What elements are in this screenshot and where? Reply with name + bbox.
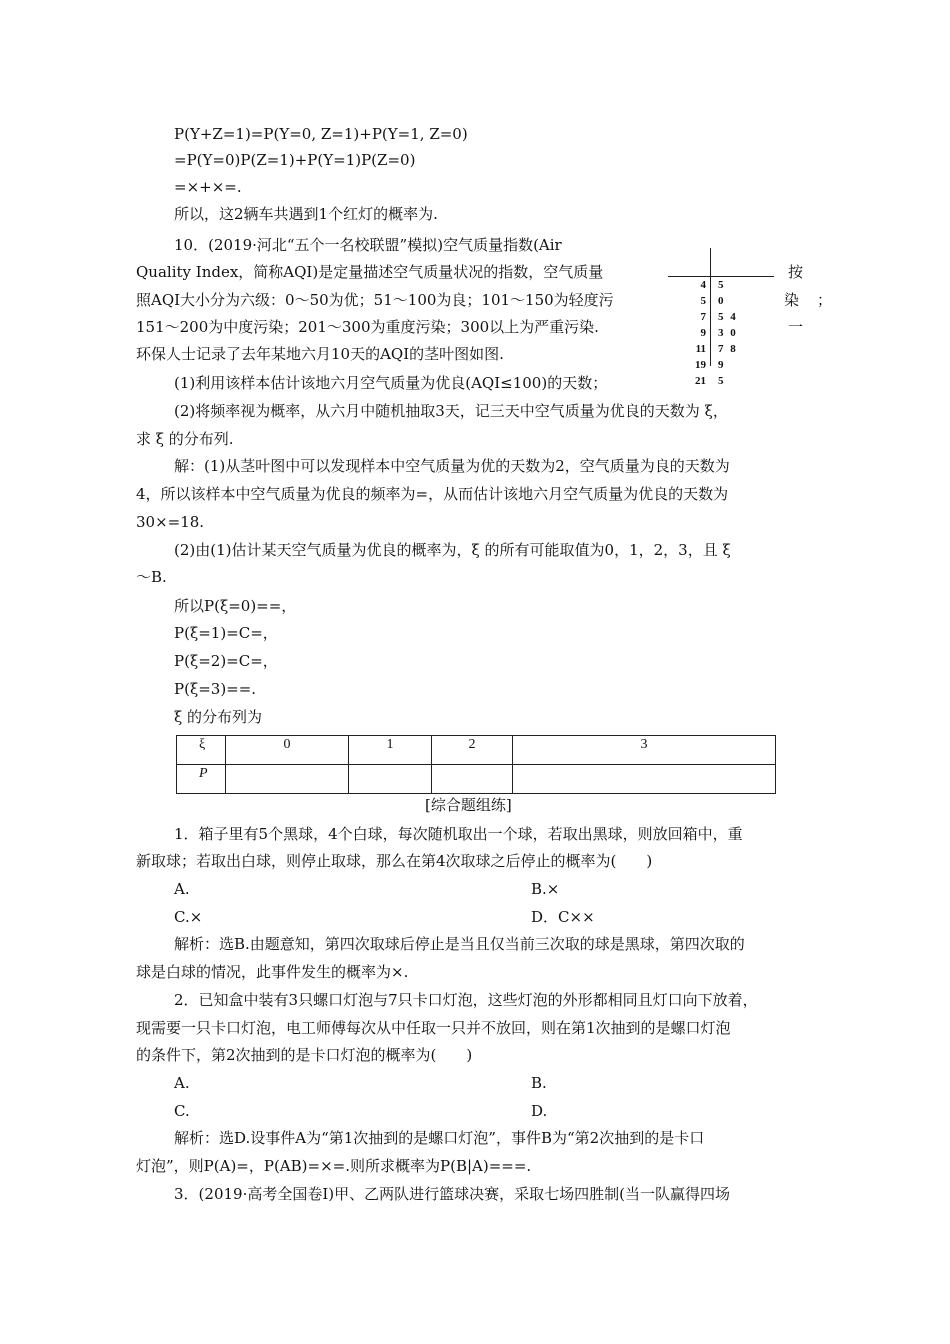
stem-leaf-row: 21 5 <box>695 375 726 387</box>
c2-option-c: C. <box>174 1102 190 1120</box>
prob-1: P(ξ=1)=C=， <box>174 624 278 642</box>
derivation-line-1: P(Y+Z=1)=P(Y=0, Z=1)+P(Y=1, Z=0) <box>174 125 468 143</box>
c2-line-2: 现需要一只卡口灯泡，电工师傅每次从中任取一只并不放回，则在第1次抽到的是螺口灯泡 <box>136 1019 731 1037</box>
stem-leaf-row: 11 7 8 <box>695 343 738 355</box>
stem-leaf-plot <box>668 248 776 387</box>
q10-line-1: 10．(2019·河北“五个一名校联盟”模拟)空气质量指数(Air <box>174 236 562 254</box>
stem-leaf-header-line <box>668 276 774 277</box>
c3-line-1: 3．(2019·高考全国卷Ⅰ)甲、乙两队进行篮球决赛，采取七场四胜制(当一队赢得四场 <box>174 1185 730 1203</box>
stem-leaf-row: 19 9 <box>695 359 726 371</box>
conclusion-line: 所以，这2辆车共遇到1个红灯的概率为. <box>174 205 438 223</box>
c1-option-d: D．C×× <box>531 908 595 926</box>
table-cell: 1 <box>349 736 432 765</box>
stem-leaf-row: 9 3 0 <box>700 327 738 339</box>
q10-part-2a: (2)将频率视为概率，从六月中随机抽取3天，记三天中空气质量为优良的天数为 ξ， <box>174 402 728 420</box>
table-cell: ξ <box>177 736 226 765</box>
table-cell: P <box>177 765 226 794</box>
table-cell <box>349 765 432 794</box>
table-cell: 0 <box>226 736 349 765</box>
section-heading: [综合题组练] <box>425 796 512 814</box>
solution-2b: ～B. <box>136 568 167 586</box>
solution-1a: 解：(1)从茎叶图中可以发现样本中空气质量为优的天数为2，空气质量为良的天数为 <box>174 457 730 475</box>
derivation-line-2: =P(Y=0)P(Z=1)+P(Y=1)P(Z=0) <box>174 151 416 169</box>
c1-line-1: 1．箱子里有5个黑球，4个白球，每次随机取出一个球，若取出黑球，则放回箱中，重 <box>174 825 743 843</box>
stem-leaf-row: 7 5 4 <box>700 311 738 323</box>
c2-line-1: 2．已知盒中装有3只螺口灯泡与7只卡口灯泡，这些灯泡的外形都相同且灯口向下放着， <box>174 991 758 1009</box>
c1-option-c: C.× <box>174 908 203 926</box>
c1-option-b: B.× <box>531 880 560 898</box>
c1-option-a: A. <box>174 880 190 898</box>
q10-line-4: 151～200为中度污染；201～300为重度污染；300以上为严重污染. <box>136 318 599 336</box>
prob-3: P(ξ=3)==. <box>174 680 257 698</box>
c2-solution-2: 灯泡”，则P(A)=，P(AB)=×=.则所求概率为P(B|A)===. <box>136 1157 532 1175</box>
table-row <box>177 736 776 765</box>
solution-1b: 4，所以该样本中空气质量为优良的频率为=，从而估计该地六月空气质量为优良的天数为 <box>136 485 729 503</box>
c2-option-b: B. <box>531 1074 547 1092</box>
distribution-table <box>176 735 776 794</box>
table-cell: 3 <box>513 736 776 765</box>
table-cell: 2 <box>432 736 513 765</box>
c1-solution-2: 球是白球的情况，此事件发生的概率为×. <box>136 963 409 981</box>
prob-0: 所以P(ξ=0)==， <box>174 597 297 615</box>
q10-tail-2: 染； <box>784 291 851 309</box>
table-cell <box>432 765 513 794</box>
q10-tail-3: 一 <box>788 318 804 336</box>
q10-tail-1: 按 <box>788 263 804 281</box>
q10-part-2b: 求 ξ 的分布列. <box>136 430 234 448</box>
distribution-title: ξ 的分布列为 <box>174 708 263 726</box>
table-cell <box>513 765 776 794</box>
derivation-line-3: =×+×=. <box>174 178 242 196</box>
q10-part-1: (1)利用该样本估计该地六月空气质量为优良(AQI≤100)的天数； <box>174 374 608 392</box>
c1-line-2: 新取球；若取出白球，则停止取球，那么在第4次取球之后停止的概率为( ) <box>136 852 653 870</box>
prob-2: P(ξ=2)=C=， <box>174 652 278 670</box>
c1-solution-1: 解析：选B.由题意知，第四次取球后停止是当且仅当前三次取的球是黑球，第四次取的 <box>174 935 745 953</box>
stem-leaf-row: 4 5 <box>700 279 726 291</box>
c2-option-a: A. <box>174 1074 190 1092</box>
stem-leaf-row: 5 0 <box>700 295 726 307</box>
solution-2a: (2)由(1)估计某天空气质量为优良的概率为，ξ 的所有可能取值为0，1，2，3，且 ξ <box>174 541 731 559</box>
table-cell <box>226 765 349 794</box>
c2-option-d: D. <box>531 1102 548 1120</box>
c2-solution-1: 解析：选D.设事件A为“第1次抽到的是螺口灯泡”，事件B为“第2次抽到的是卡口 <box>174 1129 705 1147</box>
q10-line-3: 照AQI大小分为六级：0～50为优；51～100为良；101～150为轻度污 <box>136 291 614 309</box>
q10-line-5: 环保人士记录了去年某地六月10天的AQI的茎叶图如图. <box>136 345 504 363</box>
table-row <box>177 765 776 794</box>
c2-line-3: 的条件下，第2次抽到的是卡口灯泡的概率为( ) <box>136 1046 473 1064</box>
solution-1c: 30×=18. <box>136 513 205 531</box>
q10-line-2: Quality Index，简称AQI)是定量描述空气质量状况的指数，空气质量 <box>136 263 604 281</box>
